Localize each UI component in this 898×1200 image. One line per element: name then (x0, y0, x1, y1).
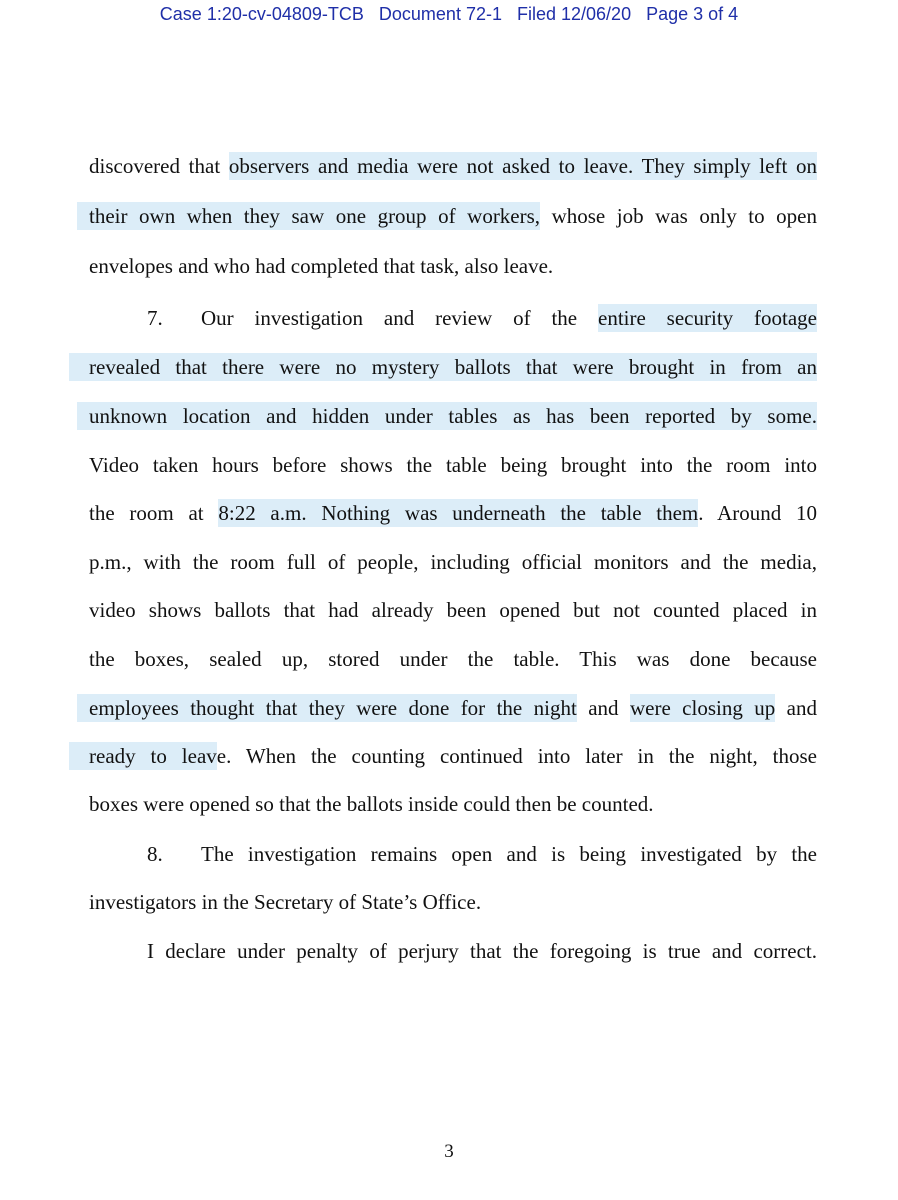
intro-line-3: envelopes and who had completed that task, also leave. (89, 254, 554, 278)
p7-line-10 (89, 742, 817, 770)
p7-line-4: Video taken hours before shows the table being brought into the room into (89, 453, 817, 477)
highlighted-text: employees thought that they were done for the night (89, 696, 577, 720)
highlighted-text: 8:22 a.m. Nothing was underneath the table them (218, 501, 699, 525)
p8-line-2: investigators in the Secretary of State’s Office. (89, 890, 482, 914)
case-number: Case 1:20-cv-04809-TCB (159, 4, 364, 24)
highlighted-text: entire security footage (598, 306, 817, 330)
p7-text: . Around 10 (698, 501, 817, 525)
paragraph-number-7: 7. (147, 306, 163, 330)
highlighted-text: ready to leav (89, 744, 217, 768)
p7-text: the room at (89, 501, 219, 525)
case-header (0, 4, 898, 25)
highlighted-text: revealed that there were no mystery ballots that were brought in from an (89, 355, 817, 379)
highlighted-text: observers and media were not asked to leave. They simply left on (228, 154, 817, 178)
intro-line-1 (89, 152, 817, 180)
p8-line-1: The investigation remains open and is being investigated by the (201, 842, 817, 866)
p7-line-7: video shows ballots that had already been opened but not counted placed in (89, 598, 817, 622)
intro-line-2 (89, 202, 817, 230)
document-number: Document 72-1 (378, 4, 502, 24)
highlighted-text: unknown location and hidden under tables as has been reported by some. (89, 404, 817, 428)
p7-line-1 (201, 304, 817, 332)
declaration-statement: I declare under penalty of perjury that the foregoing is true and correct. (147, 939, 817, 963)
p7-line-3 (89, 402, 817, 430)
filed-date: Filed 12/06/20 (517, 4, 632, 24)
p7-text: Our investigation and review of the (201, 306, 598, 330)
p7-text: e. When the counting continued into later in the night, those (216, 744, 818, 768)
highlighted-text: were closing up (629, 696, 776, 720)
p7-line-9 (89, 694, 817, 722)
intro-text: whose job was only to open (540, 204, 817, 228)
p7-line-2 (89, 353, 817, 381)
paragraph-number-8: 8. (147, 842, 163, 866)
p7-line-8: the boxes, sealed up, stored under the table. This was done because (89, 647, 817, 671)
p7-text: and (576, 696, 630, 720)
p7-line-5 (89, 499, 817, 527)
p7-line-6: p.m., with the room full of people, including official monitors and the media, (89, 550, 817, 574)
p7-text: and (775, 696, 817, 720)
intro-text: discovered that (89, 154, 229, 178)
highlighted-text: their own when they saw one group of workers, (89, 204, 541, 228)
p7-line-11: boxes were opened so that the ballots inside could then be counted. (89, 792, 654, 816)
page-count: Page 3 of 4 (646, 4, 739, 24)
page-number: 3 (444, 1141, 454, 1162)
